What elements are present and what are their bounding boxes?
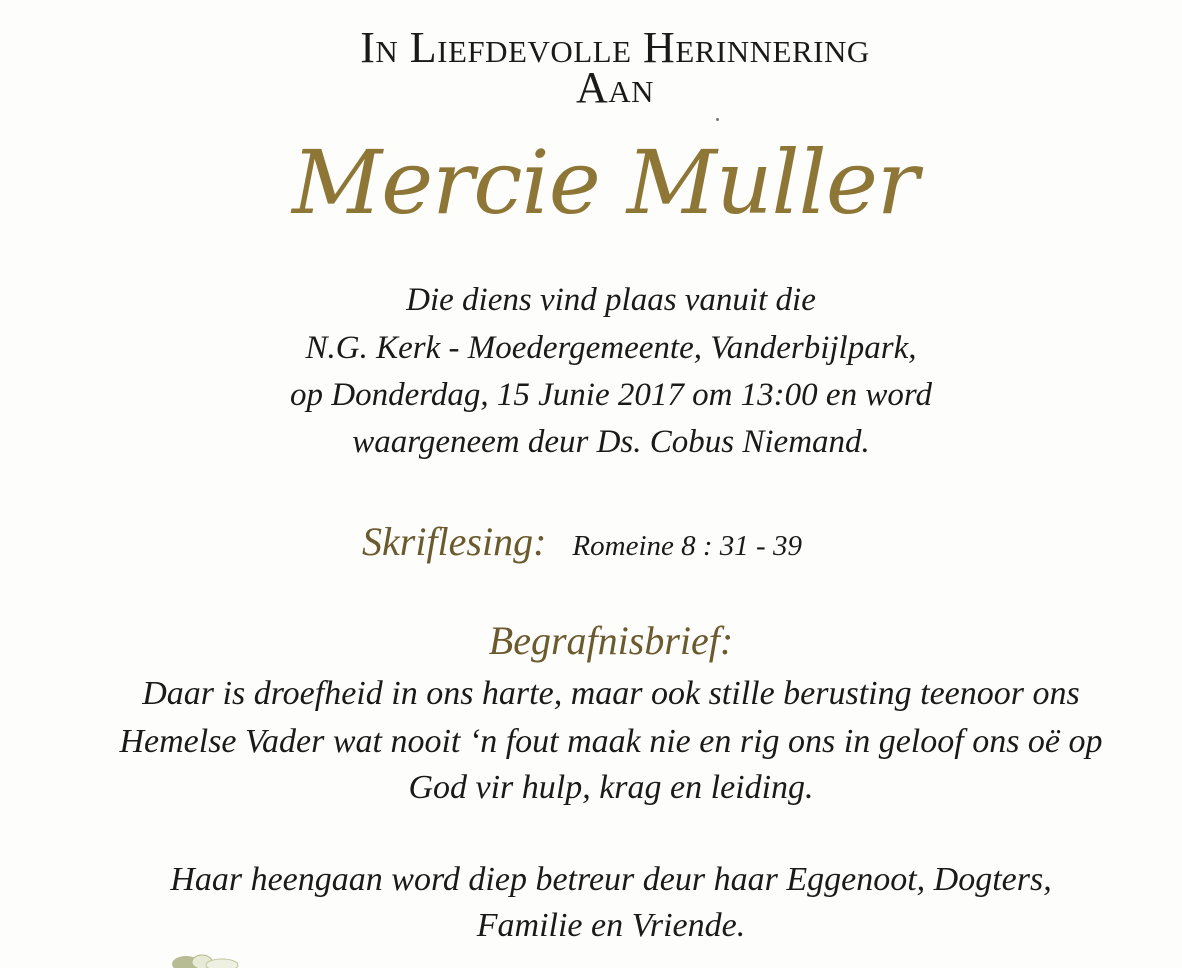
paper-speck xyxy=(716,118,719,121)
letter-line: Daar is droefheid in ons harte, maar ook stille berusting teenoor ons xyxy=(142,675,1080,712)
service-line-4: waargeneem deur Ds. Cobus Niemand. xyxy=(352,424,870,460)
scripture-reading xyxy=(362,518,802,565)
scripture-reference: Romeine 8 : 31 - 39 xyxy=(572,530,802,562)
service-line-1: Die diens vind plaas vanuit die xyxy=(406,282,816,318)
scripture-label: Skriflesing: xyxy=(362,519,547,564)
flower-decoration-icon xyxy=(166,950,246,968)
service-line-3: op Donderdag, 15 Junie 2017 om 13:00 en word xyxy=(290,377,932,413)
letter-line: Hemelse Vader wat nooit ‘n fout maak nie en rig ons in geloof ons oë op xyxy=(119,723,1103,760)
deceased-name: Mercie Muller xyxy=(292,131,918,234)
letter-line: God vir hulp, krag en leiding. xyxy=(408,769,814,806)
mourners-line: Familie en Vriende. xyxy=(476,907,746,944)
mourners-line: Haar heengaan word diep betreur deur haar Eggenoot, Dogters, xyxy=(170,861,1052,898)
memorial-heading-aan: Aan xyxy=(575,63,655,112)
letter-title: Begrafnisbrief: xyxy=(488,618,734,663)
service-line-2: N.G. Kerk - Moedergemeente, Vanderbijlpark, xyxy=(305,330,917,366)
memorial-heading: In Liefdevolle Herinnering xyxy=(360,23,870,72)
